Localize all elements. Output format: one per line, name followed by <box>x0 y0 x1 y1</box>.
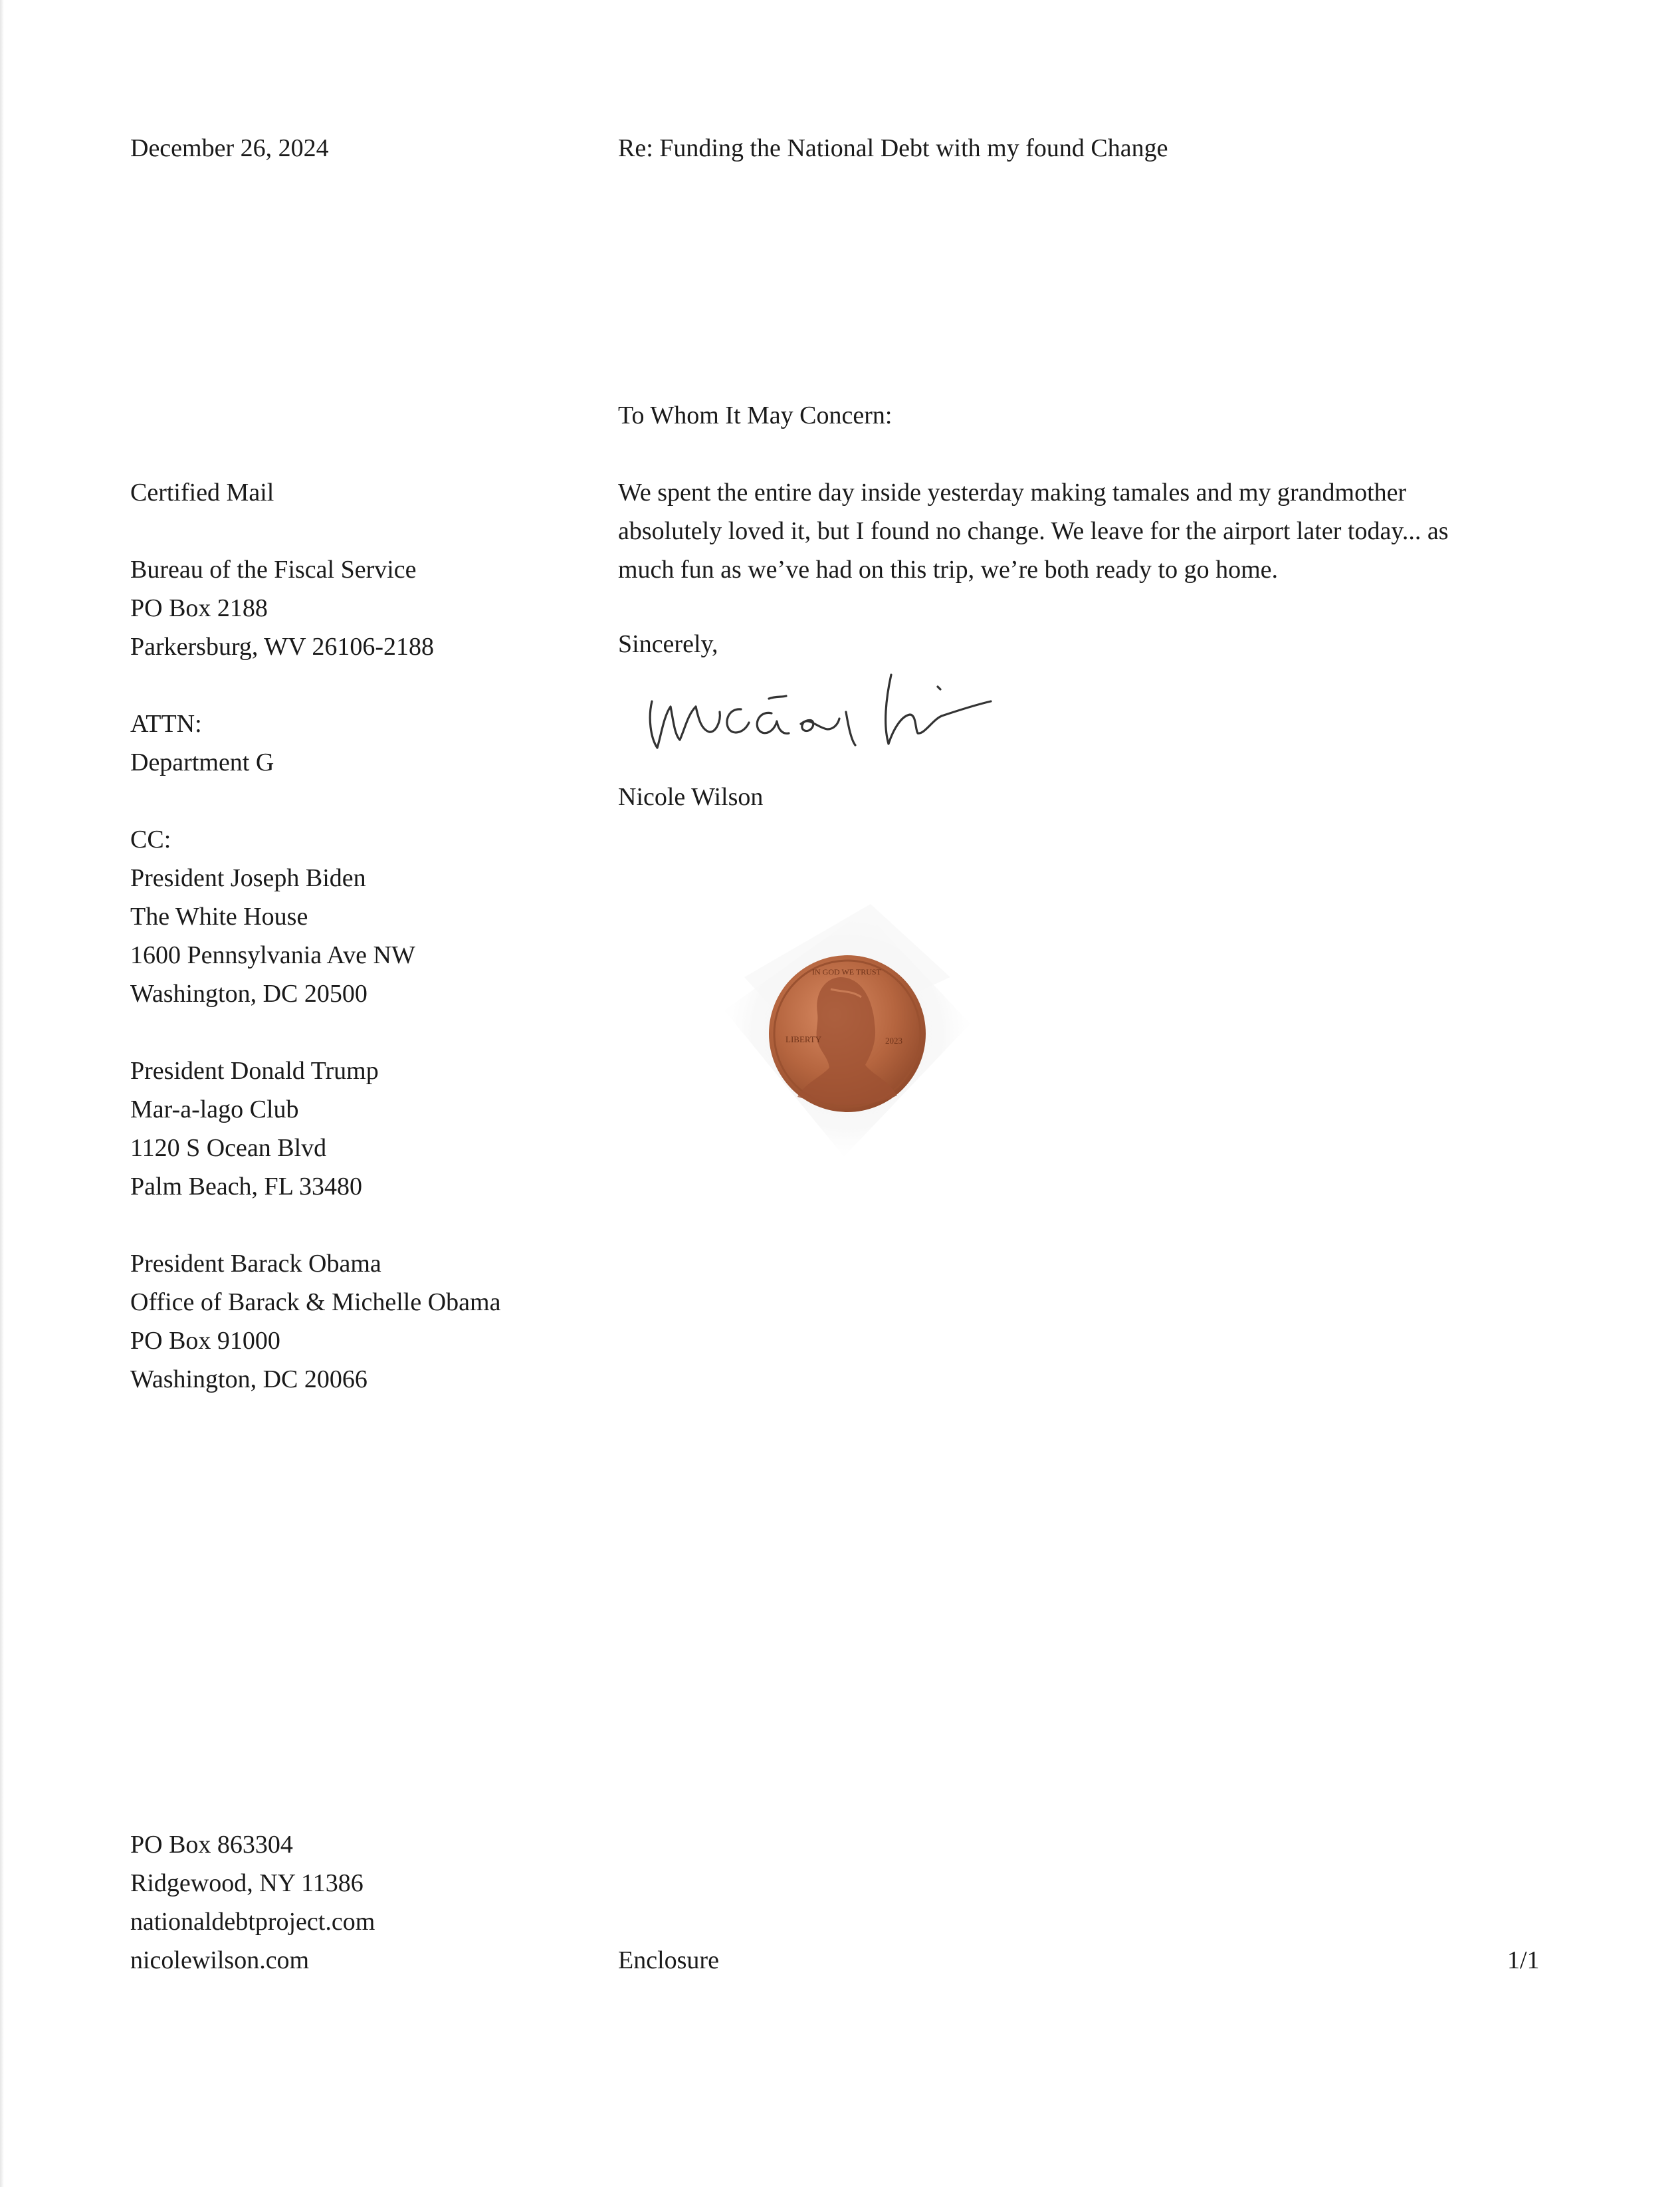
certified-mail-label: Certified Mail <box>130 479 274 507</box>
svg-text:2023: 2023 <box>885 1036 902 1046</box>
scan-edge <box>0 0 4 2187</box>
address-line: 1600 Pennsylvania Ave NW <box>130 941 415 969</box>
address-line: Office of Barack & Michelle Obama <box>130 1288 501 1316</box>
address-line: Washington, DC 20500 <box>130 980 368 1008</box>
address-line: PO Box 2188 <box>130 594 268 622</box>
address-line: Mar-a-lago Club <box>130 1095 299 1123</box>
salutation: To Whom It May Concern: <box>618 402 892 429</box>
sender-website-link[interactable]: nicolewilson.com <box>130 1946 310 1974</box>
address-line: Palm Beach, FL 33480 <box>130 1173 362 1201</box>
body-line: much fun as we’ve had on this trip, we’re both ready to go home. <box>618 556 1279 584</box>
address-line: The White House <box>130 903 308 931</box>
letter-body <box>618 473 1562 589</box>
recipient-address <box>130 550 434 666</box>
cc-label: CC: <box>130 826 171 854</box>
sender-address <box>130 1825 375 1980</box>
attn-block <box>130 705 274 782</box>
address-line: President Barack Obama <box>130 1250 381 1278</box>
attn-value: Department G <box>130 748 274 776</box>
body-line: We spent the entire day inside yesterday making tamales and my grandmother <box>618 479 1407 507</box>
svg-text:IN GOD WE TRUST: IN GOD WE TRUST <box>812 967 881 977</box>
body-line: absolutely loved it, but I found no change. We leave for the airport later today... as <box>618 517 1449 545</box>
handwritten-signature <box>641 655 994 774</box>
sender-line: PO Box 863304 <box>130 1831 293 1859</box>
sender-website-link[interactable]: nationaldebtproject.com <box>130 1908 375 1936</box>
cc-block-obama <box>130 1244 500 1399</box>
letter-subject: Re: Funding the National Debt with my found Change <box>618 134 1168 162</box>
address-line: Parkersburg, WV 26106-2188 <box>130 633 435 661</box>
letter-date: December 26, 2024 <box>130 134 329 162</box>
cc-block-biden <box>130 820 415 1013</box>
signer-name: Nicole Wilson <box>618 783 764 811</box>
address-line: Washington, DC 20066 <box>130 1365 368 1393</box>
address-line: President Donald Trump <box>130 1057 379 1085</box>
attn-label: ATTN: <box>130 710 202 738</box>
penny-coin-icon <box>698 877 997 1177</box>
enclosed-penny <box>698 877 997 1177</box>
svg-text:LIBERTY: LIBERTY <box>786 1034 822 1044</box>
address-line: President Joseph Biden <box>130 864 366 892</box>
sender-line: Ridgewood, NY 11386 <box>130 1869 364 1897</box>
enclosure-label: Enclosure <box>618 1946 719 1974</box>
cc-block-trump <box>130 1052 379 1206</box>
address-line: Bureau of the Fiscal Service <box>130 556 417 584</box>
closing: Sincerely, <box>618 630 718 658</box>
address-line: 1120 S Ocean Blvd <box>130 1134 327 1162</box>
page-number: 1/1 <box>1507 1946 1540 1974</box>
address-line: PO Box 91000 <box>130 1327 280 1355</box>
